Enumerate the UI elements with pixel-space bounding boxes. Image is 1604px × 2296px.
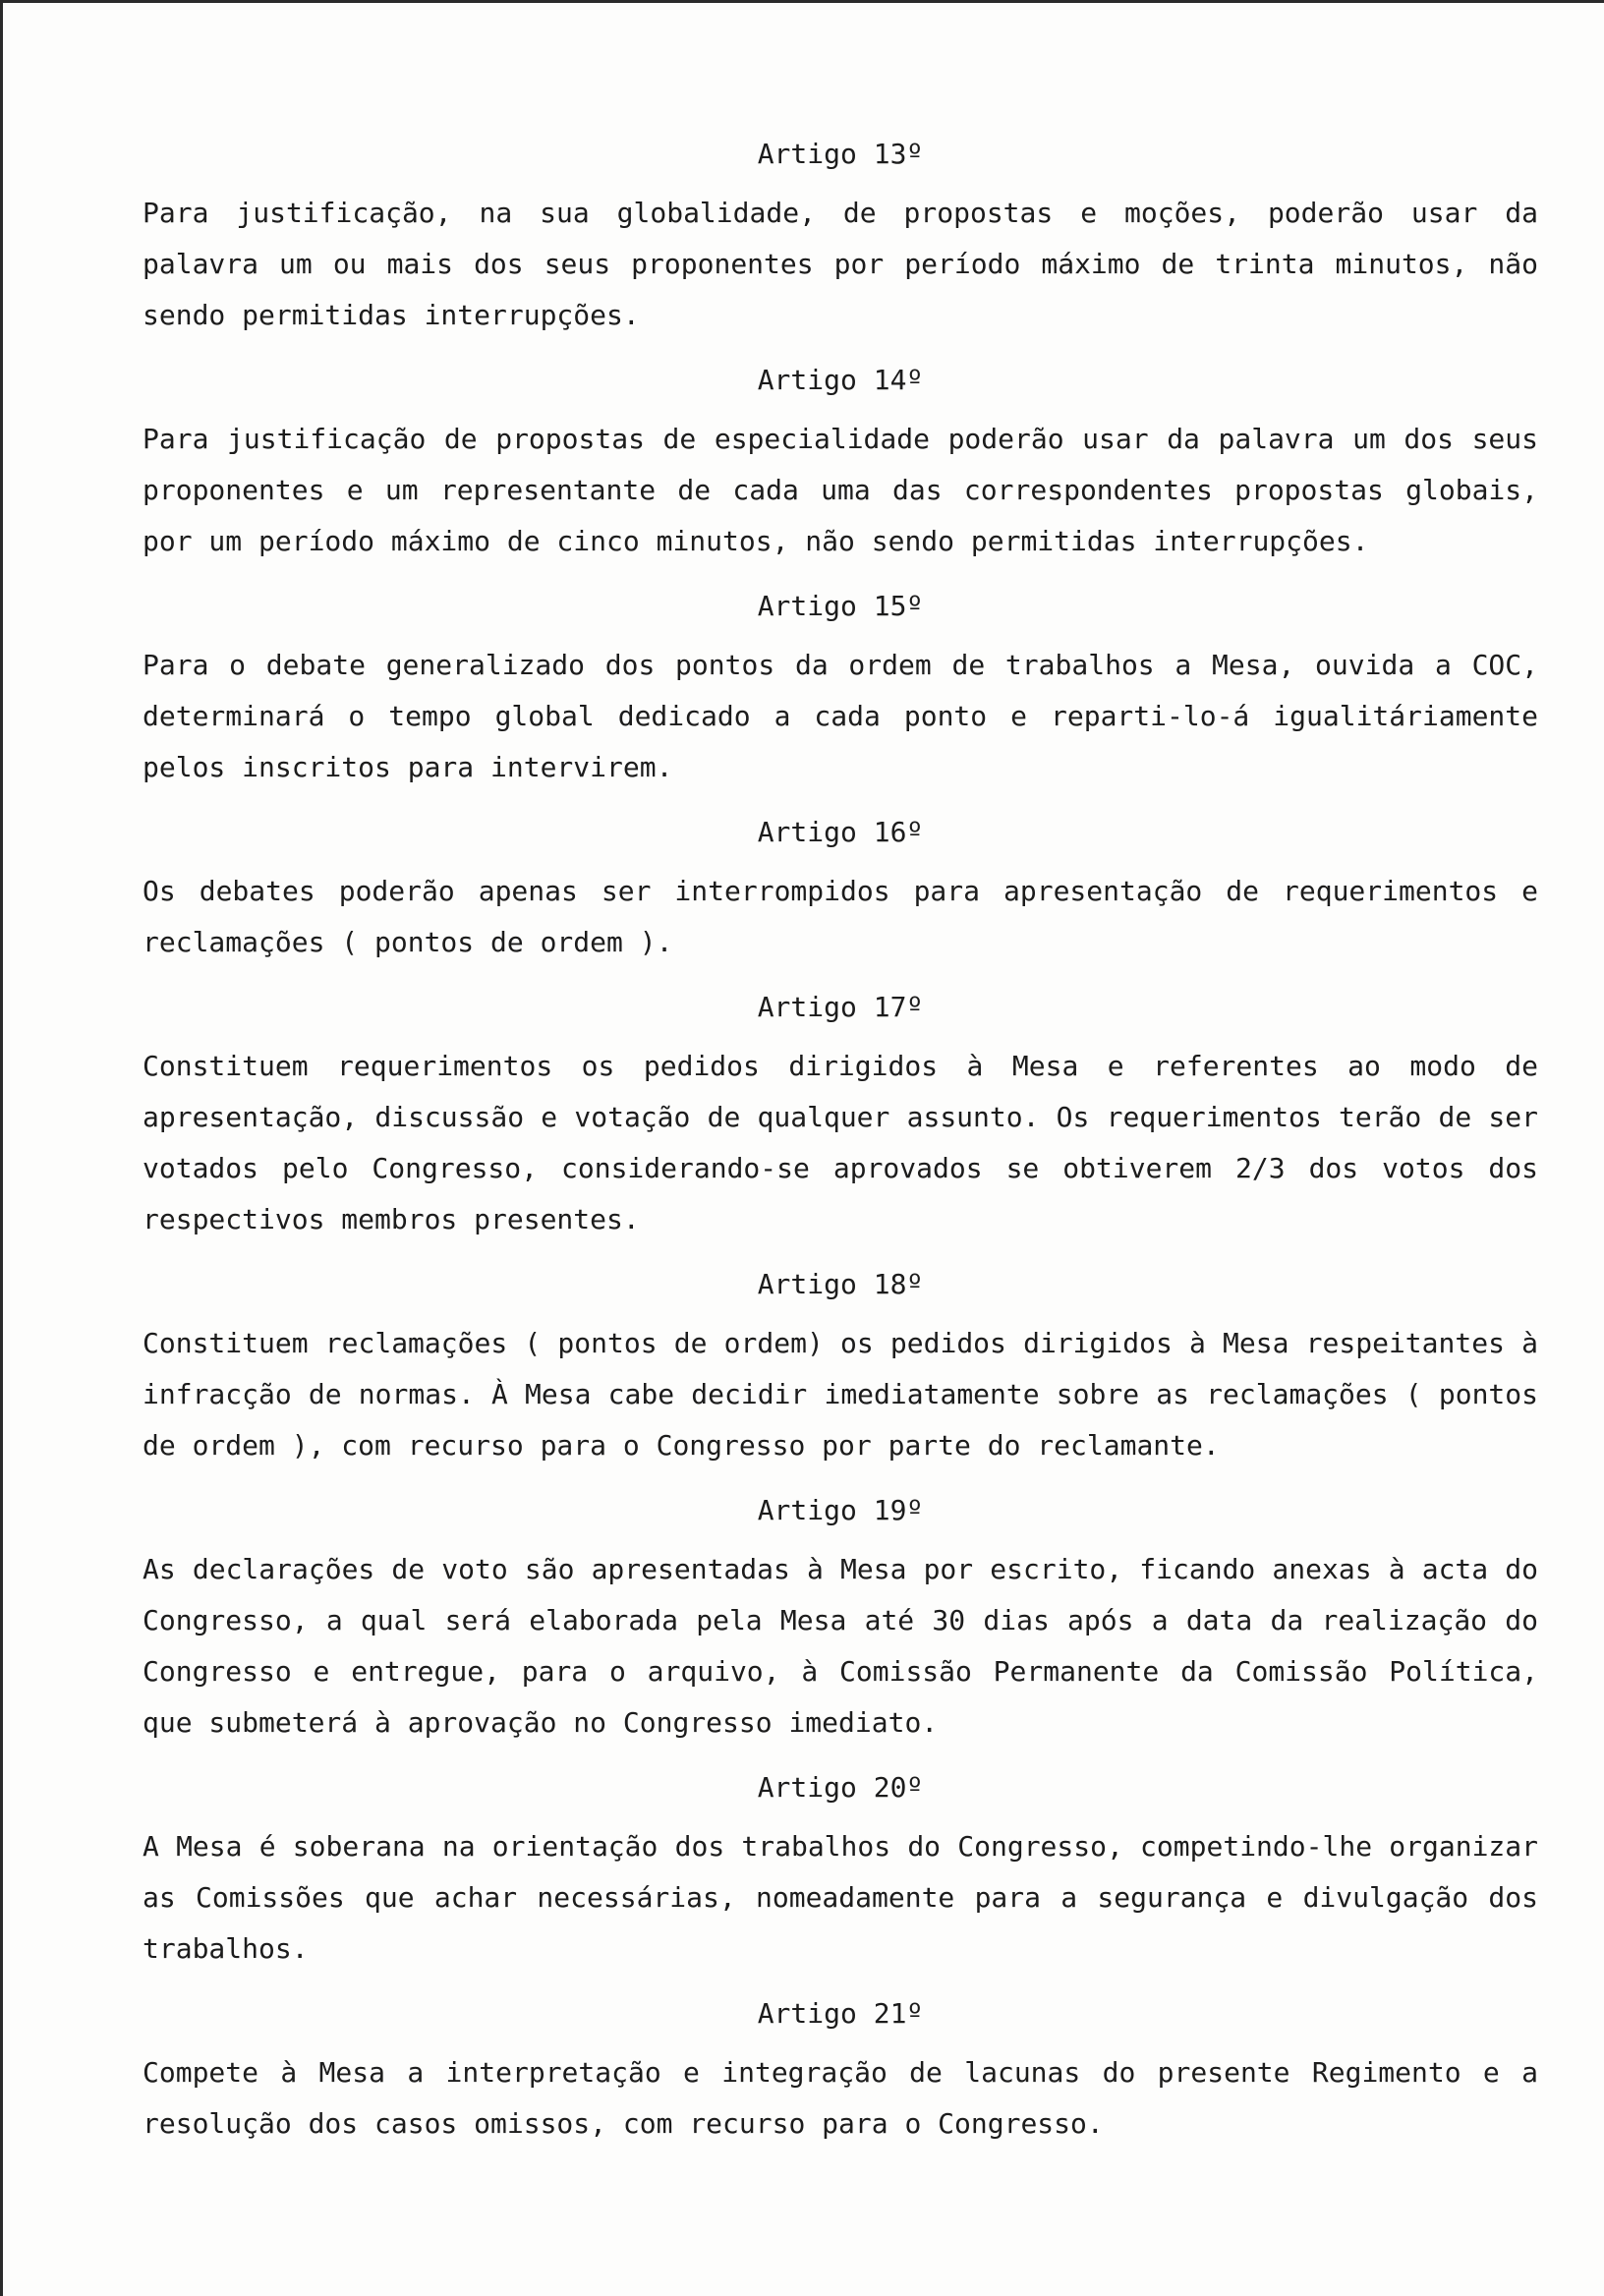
- article-19: [143, 1485, 1538, 1749]
- article-heading: Artigo 15º: [757, 590, 924, 622]
- article-15: [143, 581, 1538, 793]
- article-text: Compete à Mesa a interpretação e integração de lacunas do presente Regimento e a resolução dos casos omissos, com recurso para o Congresso.: [143, 2056, 1538, 2140]
- document-body: [143, 129, 1538, 2163]
- article-text: Para justificação, na sua globalidade, de propostas e moções, poderão usar da palavra um ou mais dos seus proponentes por período máximo de trinta minutos, não sendo permitidas interrupções.: [143, 197, 1538, 331]
- article-heading: Artigo 13º: [757, 138, 924, 170]
- article-heading: Artigo 17º: [757, 991, 924, 1023]
- article-text: Os debates poderão apenas ser interrompidos para apresentação de requerimentos e reclamações ( pontos de ordem ).: [143, 875, 1538, 958]
- article-20: [143, 1762, 1538, 1975]
- article-heading: Artigo 21º: [757, 1997, 924, 2030]
- article-heading: Artigo 16º: [757, 816, 924, 848]
- article-text: As declarações de voto são apresentadas à Mesa por escrito, ficando anexas à acta do Congresso, a qual será elaborada pela Mesa até 30 dias após a data da realização do Congresso e entregue, para o arquivo, à Comissão Permanente da Comissão Política, que submeterá à aprovação no Congresso imediato.: [143, 1553, 1538, 1739]
- article-heading: Artigo 20º: [757, 1771, 924, 1804]
- article-text: Para justificação de propostas de especialidade poderão usar da palavra um dos seus proponentes e um representante de cada uma das correspondentes propostas globais, por um período máximo de cinco minutos, não sendo permitidas interrupções.: [143, 423, 1538, 557]
- article-text: Constituem requerimentos os pedidos dirigidos à Mesa e referentes ao modo de apresentação, discussão e votação de qualquer assunto. Os requerimentos terão de ser votados pelo Congresso, considerando-se aprovados se obtiverem 2/3 dos votos dos respectivos membros presentes.: [143, 1050, 1538, 1235]
- article-heading: Artigo 14º: [757, 364, 924, 396]
- article-18: [143, 1259, 1538, 1471]
- article-14: [143, 355, 1538, 567]
- article-text: Constituem reclamações ( pontos de ordem) os pedidos dirigidos à Mesa respeitantes à infracção de normas. À Mesa cabe decidir imediatamente sobre as reclamações ( pontos de ordem ), com recurso para o Congresso por parte do reclamante.: [143, 1327, 1538, 1462]
- article-text: A Mesa é soberana na orientação dos trabalhos do Congresso, competindo-lhe organizar as Comissões que achar necessárias, nomeadamente para a segurança e divulgação dos trabalhos.: [143, 1830, 1538, 1965]
- article-heading: Artigo 19º: [757, 1494, 924, 1526]
- article-heading: Artigo 18º: [757, 1268, 924, 1300]
- article-text: Para o debate generalizado dos pontos da ordem de trabalhos a Mesa, ouvida a COC, determinará o tempo global dedicado a cada ponto e reparti-lo-á igualitáriamente pelos inscritos para intervirem.: [143, 649, 1538, 783]
- article-21: [143, 1988, 1538, 2150]
- article-16: [143, 807, 1538, 968]
- article-13: [143, 129, 1538, 341]
- article-17: [143, 982, 1538, 1245]
